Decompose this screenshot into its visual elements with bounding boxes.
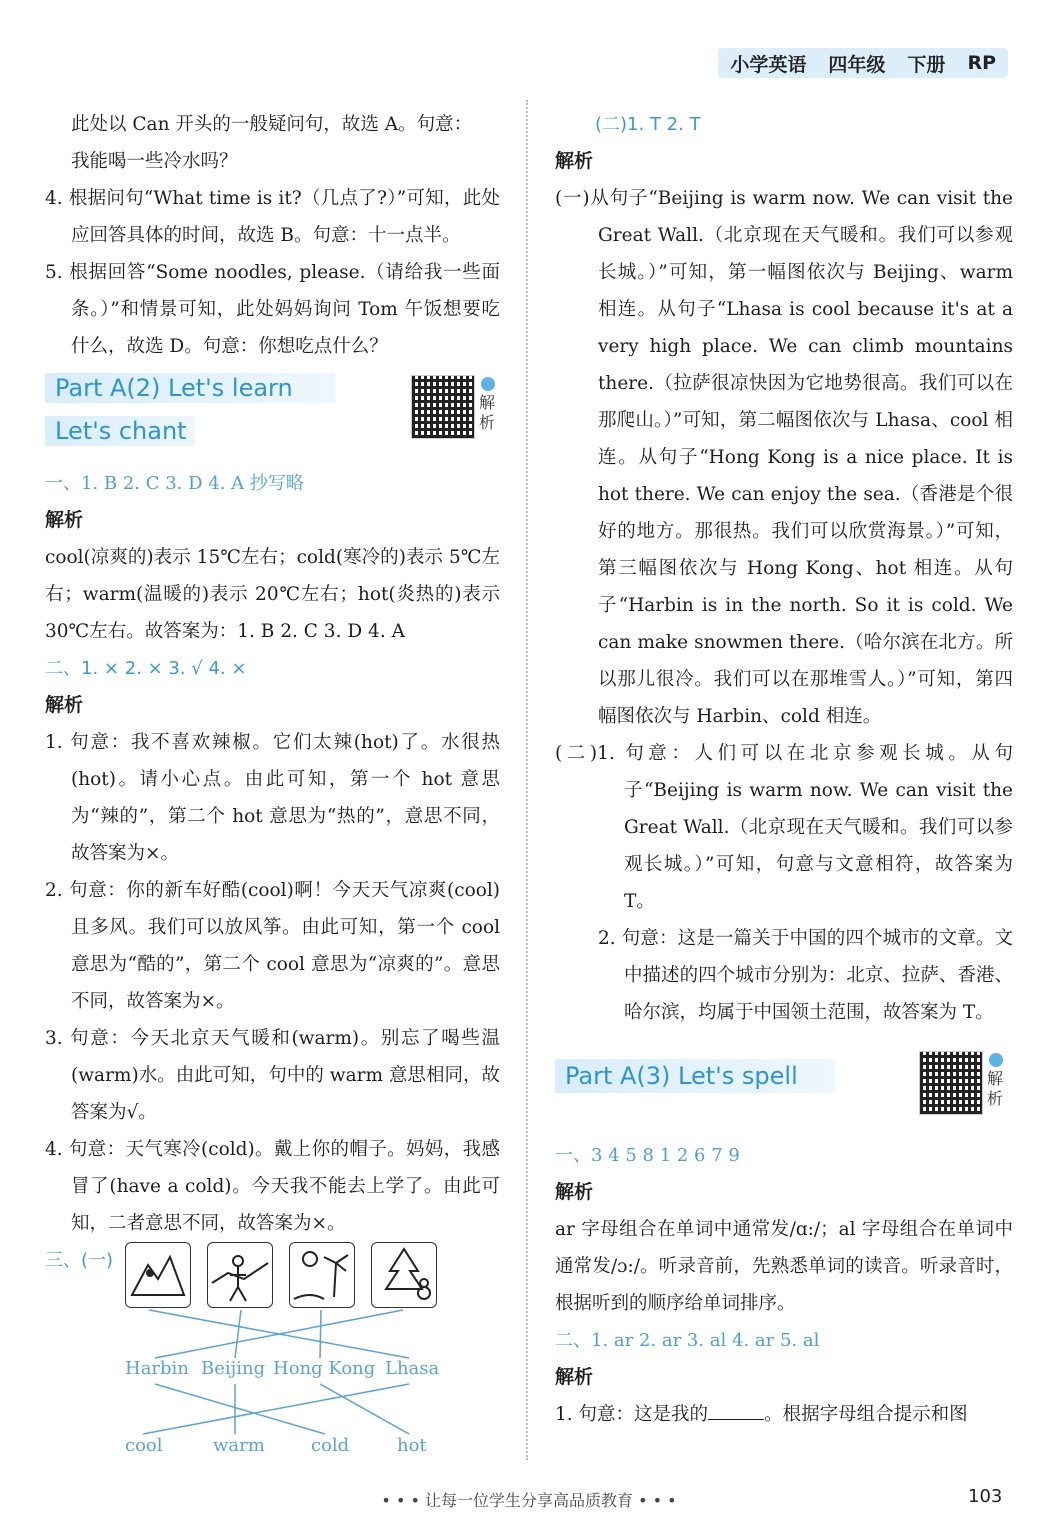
city-label: Harbin <box>125 1358 189 1379</box>
s1-explanation: ar 字母组合在单词中通常发/ɑ:/；al 字母组合在单词中通常发/ɔ:/。听录音前，先熟悉单词的读音。听录音时，根据听到的顺序给单词排序。 <box>555 1219 1013 1314</box>
qr-label: 解析 <box>479 393 496 432</box>
s1-answers <box>45 465 500 502</box>
play-icon <box>481 377 495 391</box>
q3-continued-line2: 我能喝一些冷水吗？ <box>71 151 238 172</box>
s2-answers <box>555 1322 1013 1359</box>
s1-items: 1. B 2. C 3. D 4. A <box>81 473 245 494</box>
q5-number: 5. <box>45 262 63 283</box>
part1-number: (一) <box>555 188 590 209</box>
s1-extra: 抄写略 <box>249 473 304 494</box>
part2-q1-explanation <box>555 735 1013 920</box>
matching-diagram <box>45 1238 485 1468</box>
q5-explanation <box>45 254 500 365</box>
city-label: Hong Kong <box>273 1358 376 1379</box>
s1-items: 3 4 5 8 1 2 6 7 9 <box>591 1145 740 1166</box>
match-line <box>155 1310 403 1358</box>
s2-item <box>45 1020 500 1131</box>
page-number: 103 <box>968 1486 1003 1507</box>
header-edition: RP <box>967 52 996 74</box>
weather-label: warm <box>213 1435 265 1456</box>
q4-explanation <box>45 180 500 254</box>
s2-items: 1. × 2. × 3. √ 4. × <box>81 658 247 679</box>
part-a2-title: Part A(2) Let's learn <box>55 374 293 402</box>
jiexi-heading: 解析 <box>555 150 594 172</box>
s2-q1-explanation <box>555 1396 1013 1433</box>
q3-continued-line1: 此处以 Can 开头的一般疑问句，故选 A。句意： <box>71 114 473 135</box>
s2-prefix: 二、 <box>45 658 81 679</box>
column-divider <box>526 100 528 1460</box>
answer-blank <box>708 1401 764 1420</box>
s1-answers <box>555 1137 1013 1174</box>
matching-lines <box>45 1238 485 1468</box>
s2-item-number: 4. <box>45 1139 63 1160</box>
q4-number: 4. <box>45 188 63 209</box>
jiexi-heading: 解析 <box>45 509 84 531</box>
s2-item-number: 1. <box>45 732 63 753</box>
s1-prefix: 一、 <box>555 1145 591 1166</box>
header-grade: 四年级 <box>828 53 886 76</box>
q5-text: 根据回答“Some noodles, please.（请给我一些面条。）”和情景可知，此处妈妈询问 Tom 午饭想要吃什么，故选 D。句意：你想吃点什么？ <box>69 262 500 357</box>
s1-explanation: cool(凉爽的)表示 15℃左右；cold(寒冷的)表示 5℃左右；warm(温暖的)表示 20℃左右；hot(炎热的)表示 30℃左右。故答案为：1. B 2. C 3. D 4. A <box>45 547 500 642</box>
s2-item <box>45 872 500 1020</box>
s2-item-text: 句意：你的新车好酷(cool)啊！今天天气凉爽(cool)且多风。我们可以放风筝。由此可知，第一个 cool 意思为“酷的”，第二个 cool 意思为“凉爽的”。意思不同，故答案为×。 <box>69 880 500 1012</box>
jiexi-heading: 解析 <box>555 1181 594 1203</box>
part-a3-heading <box>555 1051 1013 1131</box>
s2-item <box>45 724 500 872</box>
weather-label: cool <box>125 1435 163 1456</box>
jiexi-heading: 解析 <box>555 1366 594 1388</box>
play-icon <box>989 1053 1003 1067</box>
s2-q1-number: 1. <box>555 1404 573 1425</box>
match-line <box>320 1310 321 1358</box>
part-a3-title: Part A(3) Let's spell <box>565 1062 798 1090</box>
s2-item-text: 句意：我不喜欢辣椒。它们太辣(hot)了。水很热(hot)。请小心点。由此可知，第一个 hot 意思为“辣的”，第二个 hot 意思为“热的”，意思不同，故答案为×。 <box>70 732 500 864</box>
s2-item-text: 句意：今天北京天气暖和(warm)。别忘了喝些温(warm)水。由此可知，句中的 warm 意思相同，故答案为√。 <box>70 1028 500 1123</box>
header-subject: 小学英语 <box>730 53 807 76</box>
qr-code-icon[interactable] <box>919 1051 983 1115</box>
s2-item-number: 3. <box>45 1028 63 1049</box>
s2-item-number: 2. <box>45 880 63 901</box>
part-a2-subtitle: Let's chant <box>55 417 187 445</box>
s2-q1-text-before: 句意：这是我的 <box>578 1404 709 1425</box>
s2-item-text: 句意：天气寒冷(cold)。戴上你的帽子。妈妈，我感冒了(have a cold)。今天我不能去上学了。由此可知，二者意思不同，故答案为×。 <box>68 1139 500 1234</box>
part-a2-heading <box>45 369 500 459</box>
s2-items: 1. ar 2. ar 3. al 4. ar 5. al <box>591 1330 820 1351</box>
q4-text: 根据问句“What time is it?（几点了?）”可知，此处应回答具体的时间，故选 B。句意：十一点半。 <box>68 188 500 246</box>
qr-label: 解析 <box>987 1069 1004 1108</box>
part2-q2-number: 2. <box>598 928 616 949</box>
right-column <box>555 106 1013 1433</box>
city-label: Lhasa <box>385 1358 440 1379</box>
page-header <box>718 48 1008 78</box>
part2-q2-text: 句意：这是一篇关于中国的四个城市的文章。文中描述的四个城市分别为：北京、拉萨、香港、哈尔滨，均属于中国领土范围，故答案为 T。 <box>621 928 1013 1023</box>
s2-q1-text-after: 。根据字母组合提示和图 <box>764 1404 968 1425</box>
s2-item <box>45 1131 500 1242</box>
header-term: 下册 <box>907 53 946 76</box>
match-line <box>320 1384 409 1434</box>
part1-text: 从句子“Beijing is warm now. We can visit the Great Wall.（北京现在天气暖和。我们可以参观长城。）”可知，第一幅图依次与 Beijing、warm 相连。从句子“Lhasa is cool because it's at a very high place. We can climb mountains there.（拉萨很凉快因为它地势很高。我们可以在那爬山。）”可知，第二幅图依次与 Lhasa、cool 相连。从句子“Hong Kong is a nice place. It is hot there. We can enjoy the sea.（香港是个很好的地方。那很热。我们可以欣赏海景。）”可知，第三幅图依次与 Hong Kong、hot 相连。从句子“Harbin is in the north. So it is cold. We can make snowmen there.（哈尔滨在北方。所以那儿很冷。我们可以在那堆雪人。）”可知，第四幅图依次与 Harbin、cold 相连。 <box>589 188 1013 727</box>
s2-answers <box>45 650 500 687</box>
s3b-answers: (二)1. T 2. T <box>595 114 701 135</box>
part1-explanation <box>555 180 1013 735</box>
jiexi-heading: 解析 <box>45 694 84 716</box>
weather-label: hot <box>397 1435 427 1456</box>
part2-q1-text: 句意：人们可以在北京参观长城。从句子“Beijing is warm now. We can visit the Great Wall.（北京现在天气暖和。我们可以参观长城。）”可知，句意与文意相符，故答案为 T。 <box>624 743 1013 912</box>
match-line <box>235 1310 241 1358</box>
s3-prefix: 三、(一) <box>45 1250 114 1271</box>
s2-prefix: 二、 <box>555 1330 591 1351</box>
footer-slogan: • • • 让每一位学生分享高品质教育 • • • <box>381 1491 677 1510</box>
part2-q2-explanation <box>555 920 1013 1031</box>
weather-label: cold <box>311 1435 350 1456</box>
part2-q1-number: (二)1. <box>555 743 615 764</box>
qr-code-icon[interactable] <box>411 375 475 439</box>
left-column <box>45 106 500 1242</box>
city-label: Beijing <box>201 1358 266 1379</box>
s1-prefix: 一、 <box>45 473 81 494</box>
